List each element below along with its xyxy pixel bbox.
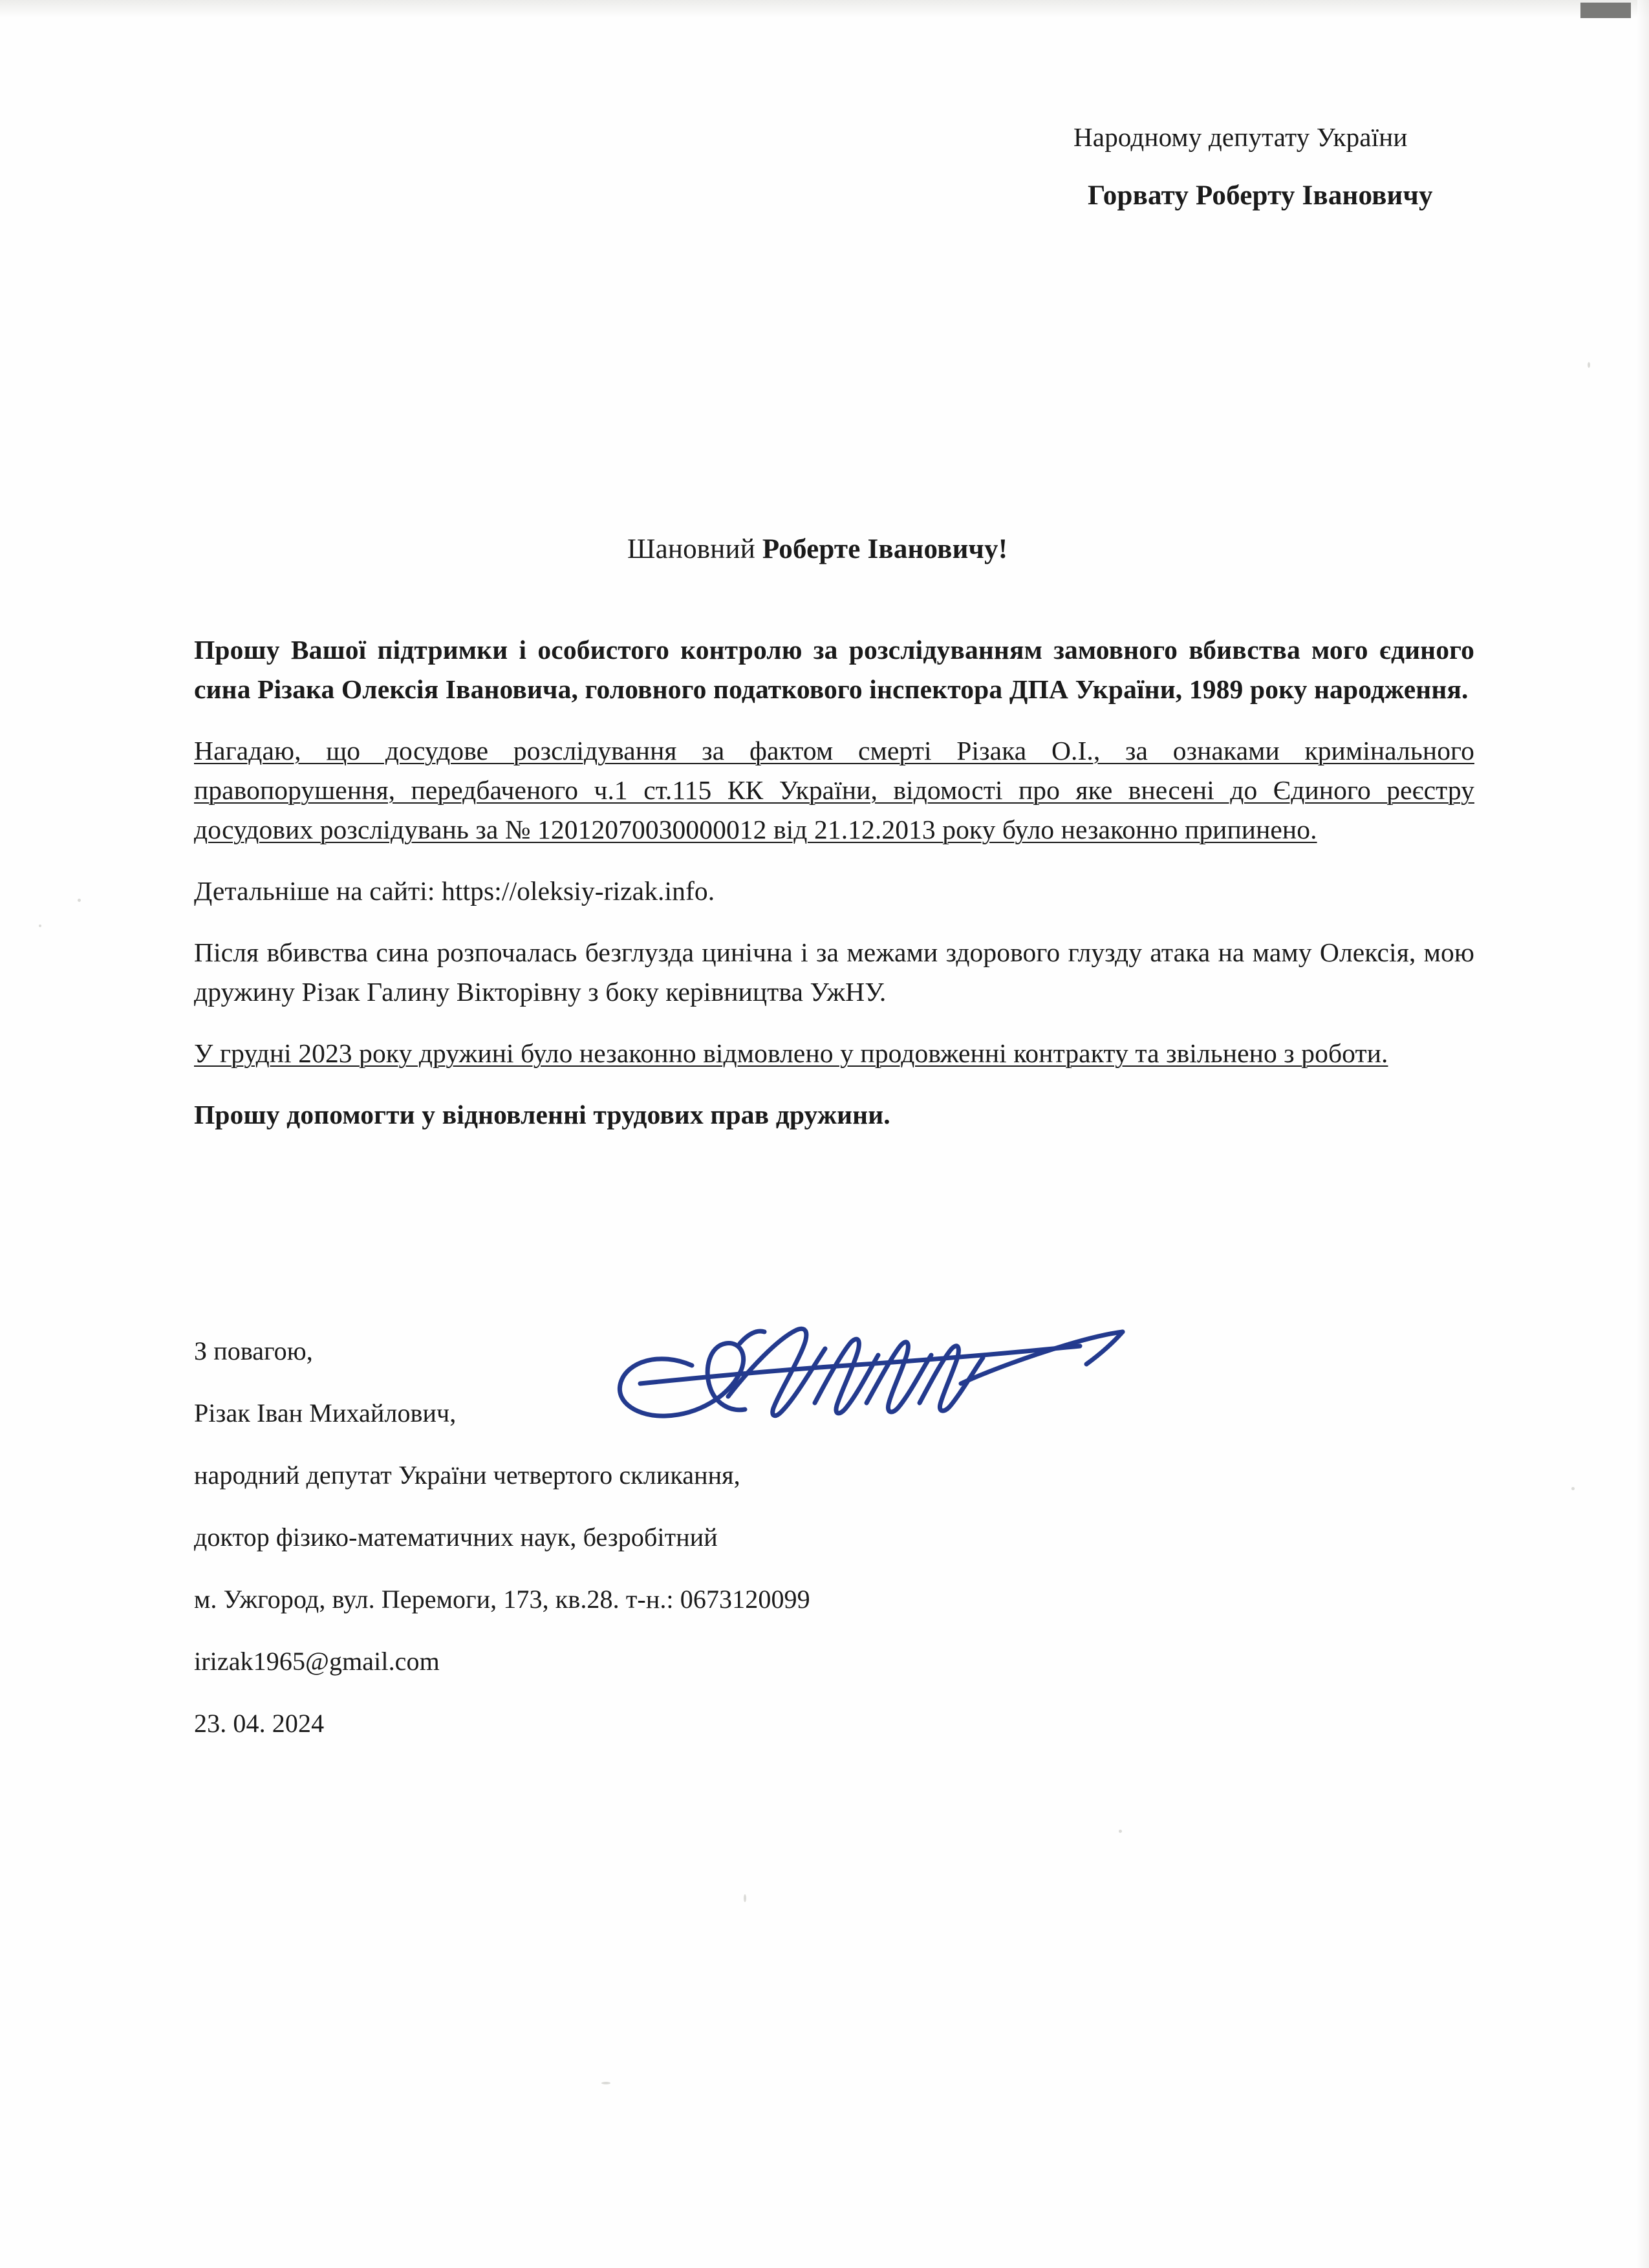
signer-title-1: народний депутат України четвертого скликання, <box>194 1460 740 1490</box>
paragraph-final-request: Прошу допомогти у відновленні трудових прав дружини. <box>194 1100 890 1129</box>
signature-block <box>194 1332 1423 1766</box>
salutation <box>627 533 1008 565</box>
paragraph-request-support: Прошу Вашої підтримки і особистого контролю за розслідуванням замовного вбивства мого єдиного сина Різака Олексія Івановича, головного податкового інспектора ДПА України, 1989 року народження. <box>194 635 1474 704</box>
paragraph-website-reference: Детальніше на сайті: https://oleksiy-rizak.info. <box>194 876 715 906</box>
paragraph-investigation-reminder: Нагадаю, що досудове розслідування за фактом смерті Різака О.І., за ознаками кримінального правопорушення, передбаченого ч.1 ст.115 КК України, відомості про яке внесені до Єдиного реєстру досудових розслідувань за № 12012070030000012 від 21.12.2013 року було незаконно припинено. <box>194 736 1474 844</box>
signer-email: irizak1965@gmail.com <box>194 1647 440 1676</box>
signer-title-2: доктор фізико-математичних наук, безробітний <box>194 1523 718 1552</box>
letter-body <box>194 630 1474 1157</box>
signer-address: м. Ужгород, вул. Перемоги, 173, кв.28. т-н.: 0673120099 <box>194 1585 810 1614</box>
closing-line: З повагою, <box>194 1336 313 1365</box>
signer-name: Різак Іван Михайлович, <box>194 1398 457 1428</box>
paragraph-contract-termination: У грудні 2023 року дружині було незаконно відмовлено у продовженні контракту та звільнено з роботи. <box>194 1038 1388 1068</box>
addressee-block <box>1073 120 1591 211</box>
salutation-prefix: Шановний <box>627 534 762 564</box>
signature-date: 23. 04. 2024 <box>194 1709 325 1738</box>
addressee-name: Горвату Роберту Івановичу <box>1088 180 1433 211</box>
paragraph-attack-on-wife: Після вбивства сина розпочалась безглузда цинічна і за межами здорового глузду атака на маму Олексія, мою дружину Різак Галину Вікторівну з боку керівництва УжНУ. <box>194 937 1474 1007</box>
addressee-role: Народному депутату України <box>1073 122 1408 152</box>
salutation-name: Роберте Івановичу! <box>762 534 1008 564</box>
